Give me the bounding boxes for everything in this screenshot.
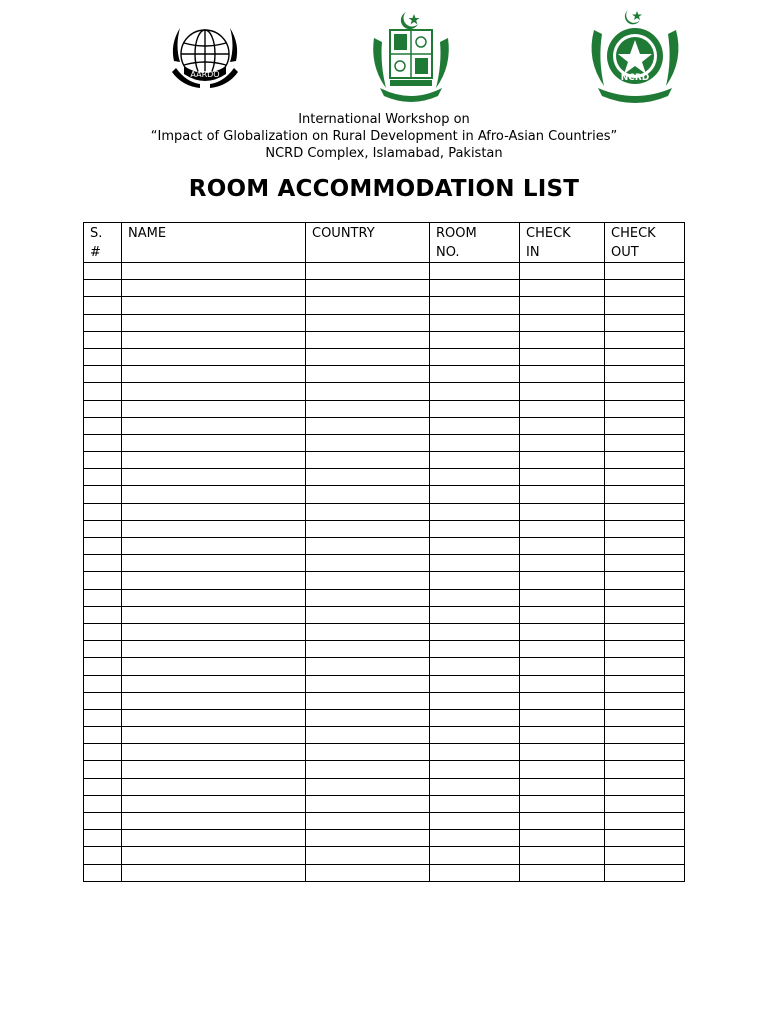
table-cell [122,589,306,606]
table-cell [306,623,430,640]
table-cell [306,830,430,847]
table-cell [306,297,430,314]
table-cell [605,469,685,486]
table-cell [430,864,520,881]
table-row [84,503,685,520]
table-cell [122,830,306,847]
table-cell [605,641,685,658]
table-cell [520,538,605,555]
table-cell [122,641,306,658]
table-row [84,623,685,640]
table-row [84,486,685,503]
table-row [84,469,685,486]
table-cell [520,727,605,744]
table-row [84,847,685,864]
table-cell [122,778,306,795]
table-cell [430,795,520,812]
table-cell [430,692,520,709]
table-cell [84,538,122,555]
table-cell [306,452,430,469]
table-cell [122,606,306,623]
col-room-header: ROOM NO. [430,223,520,263]
table-cell [520,520,605,537]
table-cell [605,314,685,331]
table-row [84,452,685,469]
table-cell [430,434,520,451]
table-cell [605,778,685,795]
table-cell [306,761,430,778]
table-cell [520,813,605,830]
table-cell [122,434,306,451]
table-row [84,538,685,555]
table-cell [122,623,306,640]
table-cell [306,314,430,331]
svg-text:NCRD: NCRD [620,73,650,83]
table-cell [84,366,122,383]
table-cell [84,795,122,812]
col-country-header: COUNTRY [306,223,430,263]
table-row [84,280,685,297]
table-cell [84,263,122,280]
table-cell [84,348,122,365]
table-cell [306,331,430,348]
table-cell [306,864,430,881]
table-cell [430,641,520,658]
col-serial-header: S. # [84,223,122,263]
table-cell [605,572,685,589]
table-cell [122,538,306,555]
table-cell [306,589,430,606]
table-cell [122,400,306,417]
table-row [84,520,685,537]
table-cell [520,606,605,623]
accommodation-table [83,222,685,882]
table-cell [520,486,605,503]
table-cell [605,400,685,417]
table-cell [306,366,430,383]
table-cell [122,727,306,744]
table-row [84,709,685,726]
table-cell [122,383,306,400]
table-cell [84,813,122,830]
table-cell [84,452,122,469]
table-cell [306,434,430,451]
table-cell [306,813,430,830]
table-row [84,795,685,812]
table-cell [306,658,430,675]
table-cell [605,417,685,434]
table-cell [520,692,605,709]
table-cell [306,538,430,555]
table-cell [520,830,605,847]
table-cell [605,520,685,537]
table-cell [520,263,605,280]
table-cell [430,847,520,864]
table-cell [84,297,122,314]
table-cell [520,658,605,675]
table-cell [520,469,605,486]
col-name-header: NAME [122,223,306,263]
table-cell [520,452,605,469]
table-row [84,366,685,383]
table-cell [306,641,430,658]
table-cell [306,400,430,417]
table-cell [122,503,306,520]
table-cell [605,623,685,640]
table-cell [430,366,520,383]
table-cell [122,555,306,572]
table-cell [520,348,605,365]
table-cell [84,744,122,761]
table-cell [306,520,430,537]
table-cell [605,486,685,503]
table-cell [122,761,306,778]
table-cell [430,452,520,469]
table-cell [520,847,605,864]
table-cell [306,469,430,486]
table-cell [430,606,520,623]
table-cell [520,641,605,658]
table-cell [520,572,605,589]
table-cell [430,280,520,297]
table-cell [122,331,306,348]
table-cell [122,452,306,469]
table-row [84,813,685,830]
table-cell [306,675,430,692]
table-row [84,830,685,847]
table-cell [306,572,430,589]
table-cell [306,744,430,761]
table-cell [84,331,122,348]
table-cell [84,400,122,417]
table-cell [430,503,520,520]
table-cell [84,280,122,297]
table-cell [520,331,605,348]
table-cell [122,795,306,812]
table-cell [605,727,685,744]
table-cell [605,864,685,881]
table-cell [122,675,306,692]
table-row [84,572,685,589]
table-row [84,727,685,744]
table-row [84,658,685,675]
table-cell [605,658,685,675]
table-cell [520,366,605,383]
table-cell [605,452,685,469]
table-cell [520,417,605,434]
table-cell [520,280,605,297]
page-title: ROOM ACCOMMODATION LIST [188,176,580,202]
table-cell [306,417,430,434]
table-cell [430,486,520,503]
table-cell [122,469,306,486]
table-cell [430,520,520,537]
table-cell [84,675,122,692]
table-row [84,331,685,348]
table-cell [122,692,306,709]
table-cell [84,778,122,795]
table-cell [122,658,306,675]
table-cell [520,297,605,314]
table-cell [520,778,605,795]
table-cell [84,520,122,537]
table-row [84,434,685,451]
svg-text:AARDO: AARDO [190,70,220,79]
table-cell [122,709,306,726]
table-cell [430,675,520,692]
table-cell [306,795,430,812]
table-cell [430,555,520,572]
table-cell [430,623,520,640]
table-cell [306,847,430,864]
table-row [84,692,685,709]
table-cell [122,572,306,589]
table-cell [605,538,685,555]
table-cell [84,314,122,331]
table-cell [605,795,685,812]
table-cell [430,709,520,726]
table-cell [306,606,430,623]
table-cell [84,417,122,434]
table-row [84,744,685,761]
table-cell [84,727,122,744]
table-cell [605,434,685,451]
table-cell [84,709,122,726]
table-cell [84,469,122,486]
table-cell [605,331,685,348]
table-cell [605,555,685,572]
table-cell [122,366,306,383]
table-cell [520,744,605,761]
table-cell [84,641,122,658]
table-cell [122,520,306,537]
table-cell [122,417,306,434]
aardo-logo [166,16,244,96]
table-cell [430,830,520,847]
table-cell [520,589,605,606]
table-cell [605,761,685,778]
table-cell [605,813,685,830]
table-cell [430,744,520,761]
table-cell [605,383,685,400]
table-cell [430,778,520,795]
table-row [84,314,685,331]
table-row [84,778,685,795]
table-cell [122,280,306,297]
table-cell [306,555,430,572]
table-cell [122,813,306,830]
col-checkin-header: CHECK IN [520,223,605,263]
table-cell [520,503,605,520]
table-cell [520,864,605,881]
table-cell [430,400,520,417]
table-cell [520,795,605,812]
table-cell [84,589,122,606]
table-cell [84,434,122,451]
table-cell [306,280,430,297]
table-cell [306,778,430,795]
table-row [84,864,685,881]
table-cell [605,675,685,692]
table-cell [84,383,122,400]
table-header-row [84,223,685,263]
table-row [84,417,685,434]
table-cell [306,727,430,744]
table-cell [84,623,122,640]
table-cell [430,658,520,675]
table-cell [306,348,430,365]
table-cell [605,744,685,761]
table-cell [520,434,605,451]
table-cell [605,847,685,864]
table-cell [122,847,306,864]
table-cell [306,486,430,503]
table-row [84,400,685,417]
table-cell [605,830,685,847]
table-cell [122,348,306,365]
table-cell [430,263,520,280]
table-cell [84,692,122,709]
table-row [84,555,685,572]
table-cell [84,572,122,589]
table-cell [306,692,430,709]
table-cell [605,503,685,520]
table-cell [84,486,122,503]
table-cell [605,348,685,365]
table-cell [84,658,122,675]
table-cell [84,606,122,623]
table-cell [605,709,685,726]
table-cell [84,830,122,847]
table-cell [520,555,605,572]
table-cell [430,331,520,348]
table-cell [430,538,520,555]
table-cell [430,383,520,400]
table-cell [430,813,520,830]
table-cell [520,709,605,726]
table-cell [122,297,306,314]
table-cell [605,606,685,623]
table-cell [430,417,520,434]
table-cell [430,469,520,486]
table-cell [84,847,122,864]
table-cell [430,314,520,331]
col-checkout-header: CHECK OUT [605,223,685,263]
workshop-line: International Workshop on [298,112,470,127]
table-row [84,263,685,280]
table-cell [306,503,430,520]
table-cell [122,486,306,503]
table-cell [605,263,685,280]
table-cell [430,761,520,778]
table-cell [430,348,520,365]
table-cell [306,383,430,400]
table-row [84,675,685,692]
table-row [84,589,685,606]
table-cell [605,589,685,606]
table-row [84,641,685,658]
table-cell [520,761,605,778]
table-cell [306,709,430,726]
table-cell [605,366,685,383]
workshop-theme: “Impact of Globalization on Rural Development in Afro-Asian Countries” [150,129,618,144]
table-cell [520,383,605,400]
table-cell [520,400,605,417]
table-cell [84,864,122,881]
table-row [84,348,685,365]
table-cell [430,297,520,314]
table-cell [430,572,520,589]
table-cell [122,744,306,761]
ncrd-logo [582,6,688,106]
table-row [84,606,685,623]
table-row [84,761,685,778]
table-cell [122,263,306,280]
table-cell [605,280,685,297]
table-cell [122,314,306,331]
table-cell [605,297,685,314]
workshop-venue: NCRD Complex, Islamabad, Pakistan [265,146,503,161]
table-cell [520,314,605,331]
table-cell [306,263,430,280]
table-cell [84,555,122,572]
table-cell [520,675,605,692]
pakistan-emblem [366,8,456,104]
table-row [84,383,685,400]
table-cell [84,761,122,778]
table-cell [84,503,122,520]
table-cell [520,623,605,640]
table-cell [430,727,520,744]
table-cell [430,589,520,606]
table-cell [122,864,306,881]
table-cell [605,692,685,709]
table-row [84,297,685,314]
